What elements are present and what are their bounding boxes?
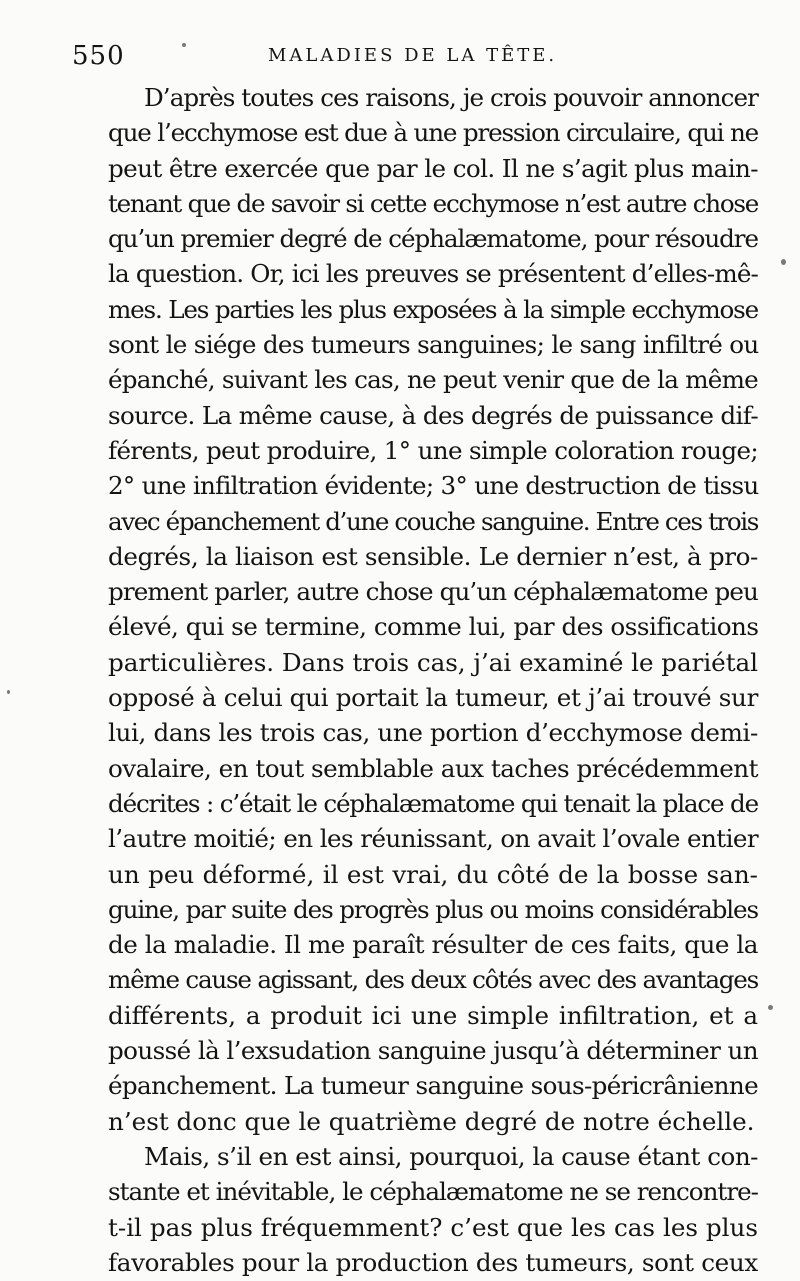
text-line: qu’un premier degré de céphalæmatome, pour résoudre (108, 224, 758, 254)
text-line: ovalaire, en tout semblable aux taches précédemment (108, 753, 758, 783)
text-line: particulières. Dans trois cas, j’ai examiné le pariétal (108, 647, 759, 677)
text-line: la question. Or, ici les preuves se présentent d’elles-mê- (108, 259, 759, 289)
text-line: prement parler, autre chose qu’un céphalæmatome peu (108, 577, 758, 607)
text-line: que l’ecchymose est due à une pression circulaire, qui ne (108, 118, 759, 148)
text-line: même cause agissant, des deux côtés avec des avantages (108, 965, 758, 995)
text-line: poussé là l’exsudation sanguine jusqu’à déterminer un (108, 1036, 758, 1066)
text-line: D’après toutes ces raisons, je crois pouvoir annoncer (144, 83, 758, 112)
ink-speck (7, 690, 10, 694)
ink-speck (768, 1005, 773, 1010)
text-line: férents, peut produire, 1° une simple coloration rouge; (108, 435, 758, 465)
text-line: Mais, s’il en est ainsi, pourquoi, la cause étant con- (144, 1141, 758, 1171)
text-line: guine, par suite des progrès plus ou moins considérables (108, 894, 758, 924)
text-line: l’autre moitié; en les réunissant, on avait l’ovale entier (108, 824, 759, 854)
text-line: de la maladie. Il me paraît résulter de ces faits, que la (108, 930, 758, 960)
text-line: mes. Les parties les plus exposées à la simple ecchymose (108, 294, 758, 324)
ink-speck (781, 259, 786, 265)
paragraph (72, 1139, 758, 1280)
running-title: MALADIES DE LA TÊTE. (268, 45, 558, 66)
page-number: 550 (72, 41, 125, 71)
text-line: tenant que de savoir si cette ecchymose n’est autre chose (108, 188, 759, 218)
text-line: avec épanchement d’une couche sanguine. Entre ces trois (108, 506, 758, 536)
text-line: t-il pas plus fréquemment? c’est que les cas les plus (108, 1212, 758, 1242)
text-line: élevé, qui se termine, comme lui, par des ossifications (108, 612, 759, 642)
paragraph (72, 80, 758, 1139)
ink-speck (182, 43, 186, 47)
text-line: stante et inévitable, le céphalæmatome ne se rencontre- (108, 1177, 758, 1207)
text-line: sont le siége des tumeurs sanguines; le sang infiltré ou (108, 330, 759, 360)
text-line: opposé à celui qui portait la tumeur, et j’ai trouvé sur (108, 683, 759, 713)
text-line: source. La même cause, à des degrés de puissance dif- (108, 400, 758, 430)
text-line: peut être exercée que par le col. Il ne s’agit plus main- (108, 153, 758, 183)
text-line: épanché, suivant les cas, ne peut venir que de la même (108, 365, 758, 395)
text-line: degrés, la liaison est sensible. Le dernier n’est, à pro- (108, 541, 758, 571)
text-line: 2° une infiltration évidente; 3° une destruction de tissu (108, 471, 759, 501)
text-line: un peu déformé, il est vrai, du côté de la bosse san- (108, 859, 758, 889)
page-header (72, 36, 772, 76)
body-text (72, 80, 758, 1280)
text-line: lui, dans les trois cas, une portion d’ecchymose demi- (108, 718, 759, 748)
text-line: n’est donc que le quatrième degré de notre échelle. (108, 1106, 755, 1136)
text-line: différents, a produit ici une simple infiltration, et a (108, 1000, 759, 1030)
text-line: épanchement. La tumeur sanguine sous-péricrânienne (108, 1071, 759, 1101)
text-line: décrites : c’était le céphalæmatome qui tenait la place de (108, 788, 759, 818)
text-line: favorables pour la production des tumeurs, sont ceux (108, 1247, 758, 1277)
